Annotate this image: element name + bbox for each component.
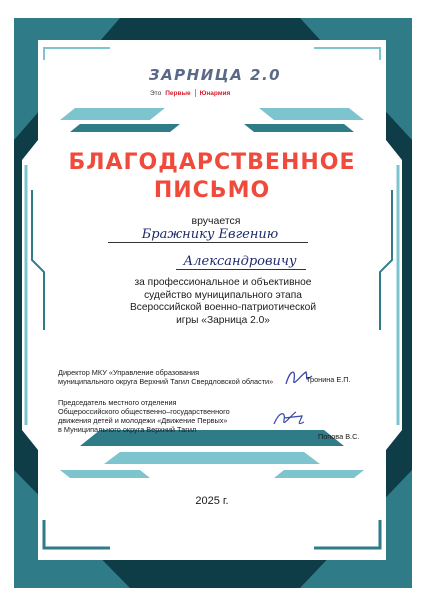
- logo-brand-first: Первые: [165, 89, 191, 97]
- heading-line-1: БЛАГОДАРСТВЕННОЕ: [68, 150, 356, 175]
- logo-prefix: Это: [150, 89, 162, 97]
- reason-line: Всероссийской военно-патриотической: [129, 302, 317, 313]
- reason-line: судейство муниципального этапа: [144, 289, 302, 301]
- recipient-underline-1: [108, 242, 308, 243]
- recipient-underline-2: [176, 269, 306, 270]
- recipient-line-2: Александровичу: [183, 254, 297, 269]
- reason-text: [128, 277, 318, 327]
- position-line: движения детей и молодежи «Движение Первых»: [58, 416, 228, 425]
- reason-line: за профессиональное и объективное: [134, 277, 312, 288]
- position-line: Председатель местного отделения: [58, 398, 177, 407]
- recipient-line-1: Бражнику Евгению: [141, 227, 279, 242]
- signatory-2-position: [58, 398, 258, 434]
- signatory-1-name: Тронина Е.П.: [306, 375, 351, 384]
- logo-subline: [150, 89, 290, 97]
- position-line: Директор МКУ «Управление образования: [58, 368, 200, 377]
- logo-brand-yunarmiya: Юнармия: [199, 89, 231, 97]
- logo-separator: [195, 89, 196, 97]
- reason-line: игры «Зарница 2.0»: [176, 314, 270, 326]
- heading-line-2: ПИСЬМО: [153, 178, 271, 203]
- position-line: муниципального округа Верхний Тагил Свердловской области»: [58, 377, 274, 386]
- logo-title: ЗАРНИЦА 2.0: [148, 66, 282, 84]
- presented-to-label: вручается: [191, 215, 241, 227]
- signatory-1-position: [58, 368, 298, 386]
- certificate-year: 2025 г.: [195, 495, 229, 507]
- signature-2-image: [270, 406, 308, 432]
- position-line: в Муниципального округа Верхний Тагил: [58, 425, 197, 434]
- position-line: Общероссийского общественно–государственного: [58, 407, 230, 416]
- signatory-2-name: Попова В.С.: [318, 432, 360, 441]
